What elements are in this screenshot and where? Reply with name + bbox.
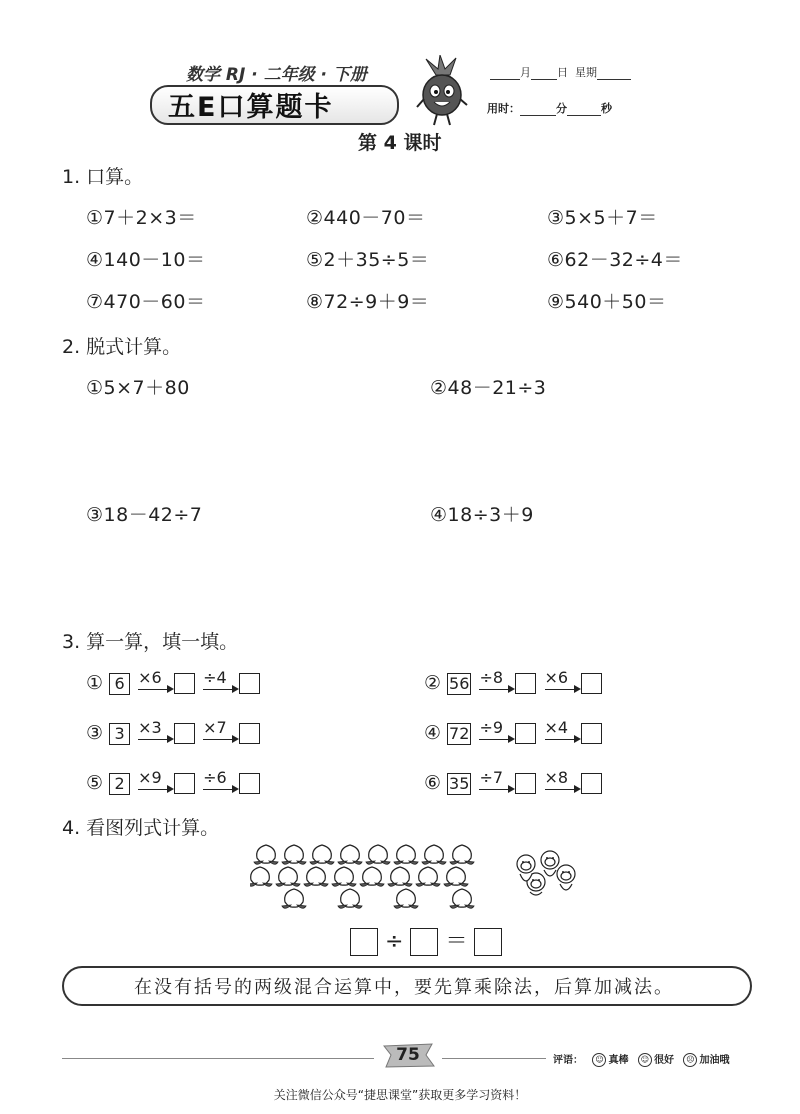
chain-start-number: 3: [109, 723, 130, 745]
q2-item: ③18－42÷7: [86, 504, 203, 526]
q1-item[interactable]: ⑥62－32÷4＝: [547, 249, 683, 271]
chain-label: ⑤: [86, 772, 104, 794]
chain-start-number: 6: [109, 673, 130, 695]
answer-box[interactable]: [515, 773, 536, 794]
answer-box[interactable]: [581, 773, 602, 794]
chain-start-number: 2: [109, 773, 130, 795]
arrow-icon: ÷8: [477, 673, 515, 695]
peach-icon: [416, 867, 440, 886]
chain-label: ④: [424, 722, 442, 744]
peach-icon: [254, 845, 278, 864]
peach-icon: [338, 889, 362, 908]
q4-heading: 4. 看图列式计算。: [62, 817, 220, 839]
peach-icon: [282, 845, 306, 864]
q2-answer-area[interactable]: [86, 400, 406, 490]
q1-item[interactable]: ③5×5＋7＝: [547, 207, 658, 229]
arrow-icon: ÷6: [201, 773, 239, 795]
q2-answer-area[interactable]: [430, 530, 750, 615]
answer-box[interactable]: [239, 723, 260, 744]
arrow-icon: ×6: [543, 673, 581, 695]
answer-box[interactable]: [239, 673, 260, 694]
peach-icon: [394, 889, 418, 908]
q3-chain: [424, 717, 602, 745]
answer-box[interactable]: [410, 928, 438, 956]
equals-sign: ＝: [445, 929, 468, 954]
q1-item[interactable]: ⑦470－60＝: [86, 291, 206, 313]
footer-note: 关注微信公众号“捷思课堂”获取更多学习资料！: [273, 1088, 527, 1102]
smile-face-icon[interactable]: ☺: [638, 1053, 652, 1067]
q2-answer-area[interactable]: [430, 400, 750, 490]
arrow-icon: ×3: [136, 723, 174, 745]
peach-icon: [450, 845, 474, 864]
answer-box[interactable]: [581, 723, 602, 744]
peach-icon: [276, 867, 300, 886]
q1-item[interactable]: ⑨540＋50＝: [547, 291, 667, 313]
subject-line: 数学 RJ · 二年级 · 下册: [186, 65, 367, 85]
answer-box[interactable]: [515, 723, 536, 744]
peach-icon: [360, 867, 384, 886]
peach-icon: [422, 845, 446, 864]
q1-item[interactable]: ⑤2＋35÷5＝: [306, 249, 430, 271]
divider: [442, 1058, 546, 1059]
peach-icon: [310, 845, 334, 864]
chain-label: ③: [86, 722, 104, 744]
peach-icon: [394, 845, 418, 864]
q1-item[interactable]: ⑧72÷9＋9＝: [306, 291, 430, 313]
chain-start-number: 56: [449, 673, 470, 693]
q3-chain: [424, 667, 602, 695]
divide-sign: ÷: [385, 929, 404, 954]
chain-start-number: 35: [449, 773, 470, 793]
q2-heading: 2. 脱式计算。: [62, 336, 182, 358]
peach-icon: [338, 845, 362, 864]
peach-icon: [450, 889, 474, 908]
answer-box[interactable]: [239, 773, 260, 794]
chain-label: ①: [86, 672, 104, 694]
tip-text: 在没有括号的两级混合运算中，要先算乘除法，后算加减法。: [134, 977, 674, 998]
arrow-icon: ×9: [136, 773, 174, 795]
q3-chain: [424, 767, 602, 795]
chain-start-number: 72: [449, 723, 470, 743]
q1-item[interactable]: ①7＋2×3＝: [86, 207, 197, 229]
radish-mascot-icon: [412, 55, 472, 127]
evaluation-row: 评语： ☺ 真棒 ☺ 很好 ☹ 加油哦: [553, 1055, 730, 1066]
answer-box[interactable]: [581, 673, 602, 694]
answer-box[interactable]: [474, 928, 502, 956]
divider: [62, 1058, 374, 1059]
q2-item: ②48－21÷3: [430, 377, 547, 399]
arrow-icon: ×4: [543, 723, 581, 745]
q1-item[interactable]: ④140－10＝: [86, 249, 206, 271]
lesson-title: 第 4 课时: [358, 132, 442, 154]
date-field[interactable]: 月 日 星期: [490, 64, 631, 80]
smile-face-icon[interactable]: ☺: [592, 1053, 606, 1067]
arrow-icon: ÷4: [201, 673, 239, 695]
q2-answer-area[interactable]: [86, 530, 406, 615]
card-title: 五E口算题卡: [168, 92, 334, 123]
answer-box[interactable]: [515, 673, 536, 694]
peach-icon: [388, 867, 412, 886]
arrow-icon: ÷9: [477, 723, 515, 745]
arrow-icon: ×7: [201, 723, 239, 745]
peaches-illustration: [250, 840, 500, 912]
arrow-icon: ÷7: [477, 773, 515, 795]
page-number: 75: [396, 1045, 420, 1065]
peach-icon: [366, 845, 390, 864]
monkeys-icon: [512, 848, 588, 898]
answer-box[interactable]: [174, 773, 195, 794]
chain-label: ⑥: [424, 772, 442, 794]
chain-label: ②: [424, 672, 442, 694]
peach-icon: [304, 867, 328, 886]
arrow-icon: ×8: [543, 773, 581, 795]
q3-chain: [86, 767, 260, 795]
answer-box[interactable]: [350, 928, 378, 956]
q3-heading: 3. 算一算，填一填。: [62, 631, 239, 653]
arrow-icon: ×6: [136, 673, 174, 695]
q2-item: ④18÷3＋9: [430, 504, 534, 526]
q1-item[interactable]: ②440－70＝: [306, 207, 426, 229]
time-used-field[interactable]: 用时： 分 秒: [487, 102, 612, 115]
q3-chain: [86, 717, 260, 745]
q2-item: ①5×7＋80: [86, 377, 190, 399]
peach-icon: [250, 867, 272, 886]
answer-box[interactable]: [174, 673, 195, 694]
peach-icon: [332, 867, 356, 886]
q4-equation: [350, 924, 502, 956]
q1-heading: 1. 口算。: [62, 166, 144, 188]
peach-icon: [282, 889, 306, 908]
q3-chain: [86, 667, 260, 695]
answer-box[interactable]: [174, 723, 195, 744]
cheer-face-icon[interactable]: ☹: [683, 1053, 697, 1067]
peach-icon: [444, 867, 468, 886]
